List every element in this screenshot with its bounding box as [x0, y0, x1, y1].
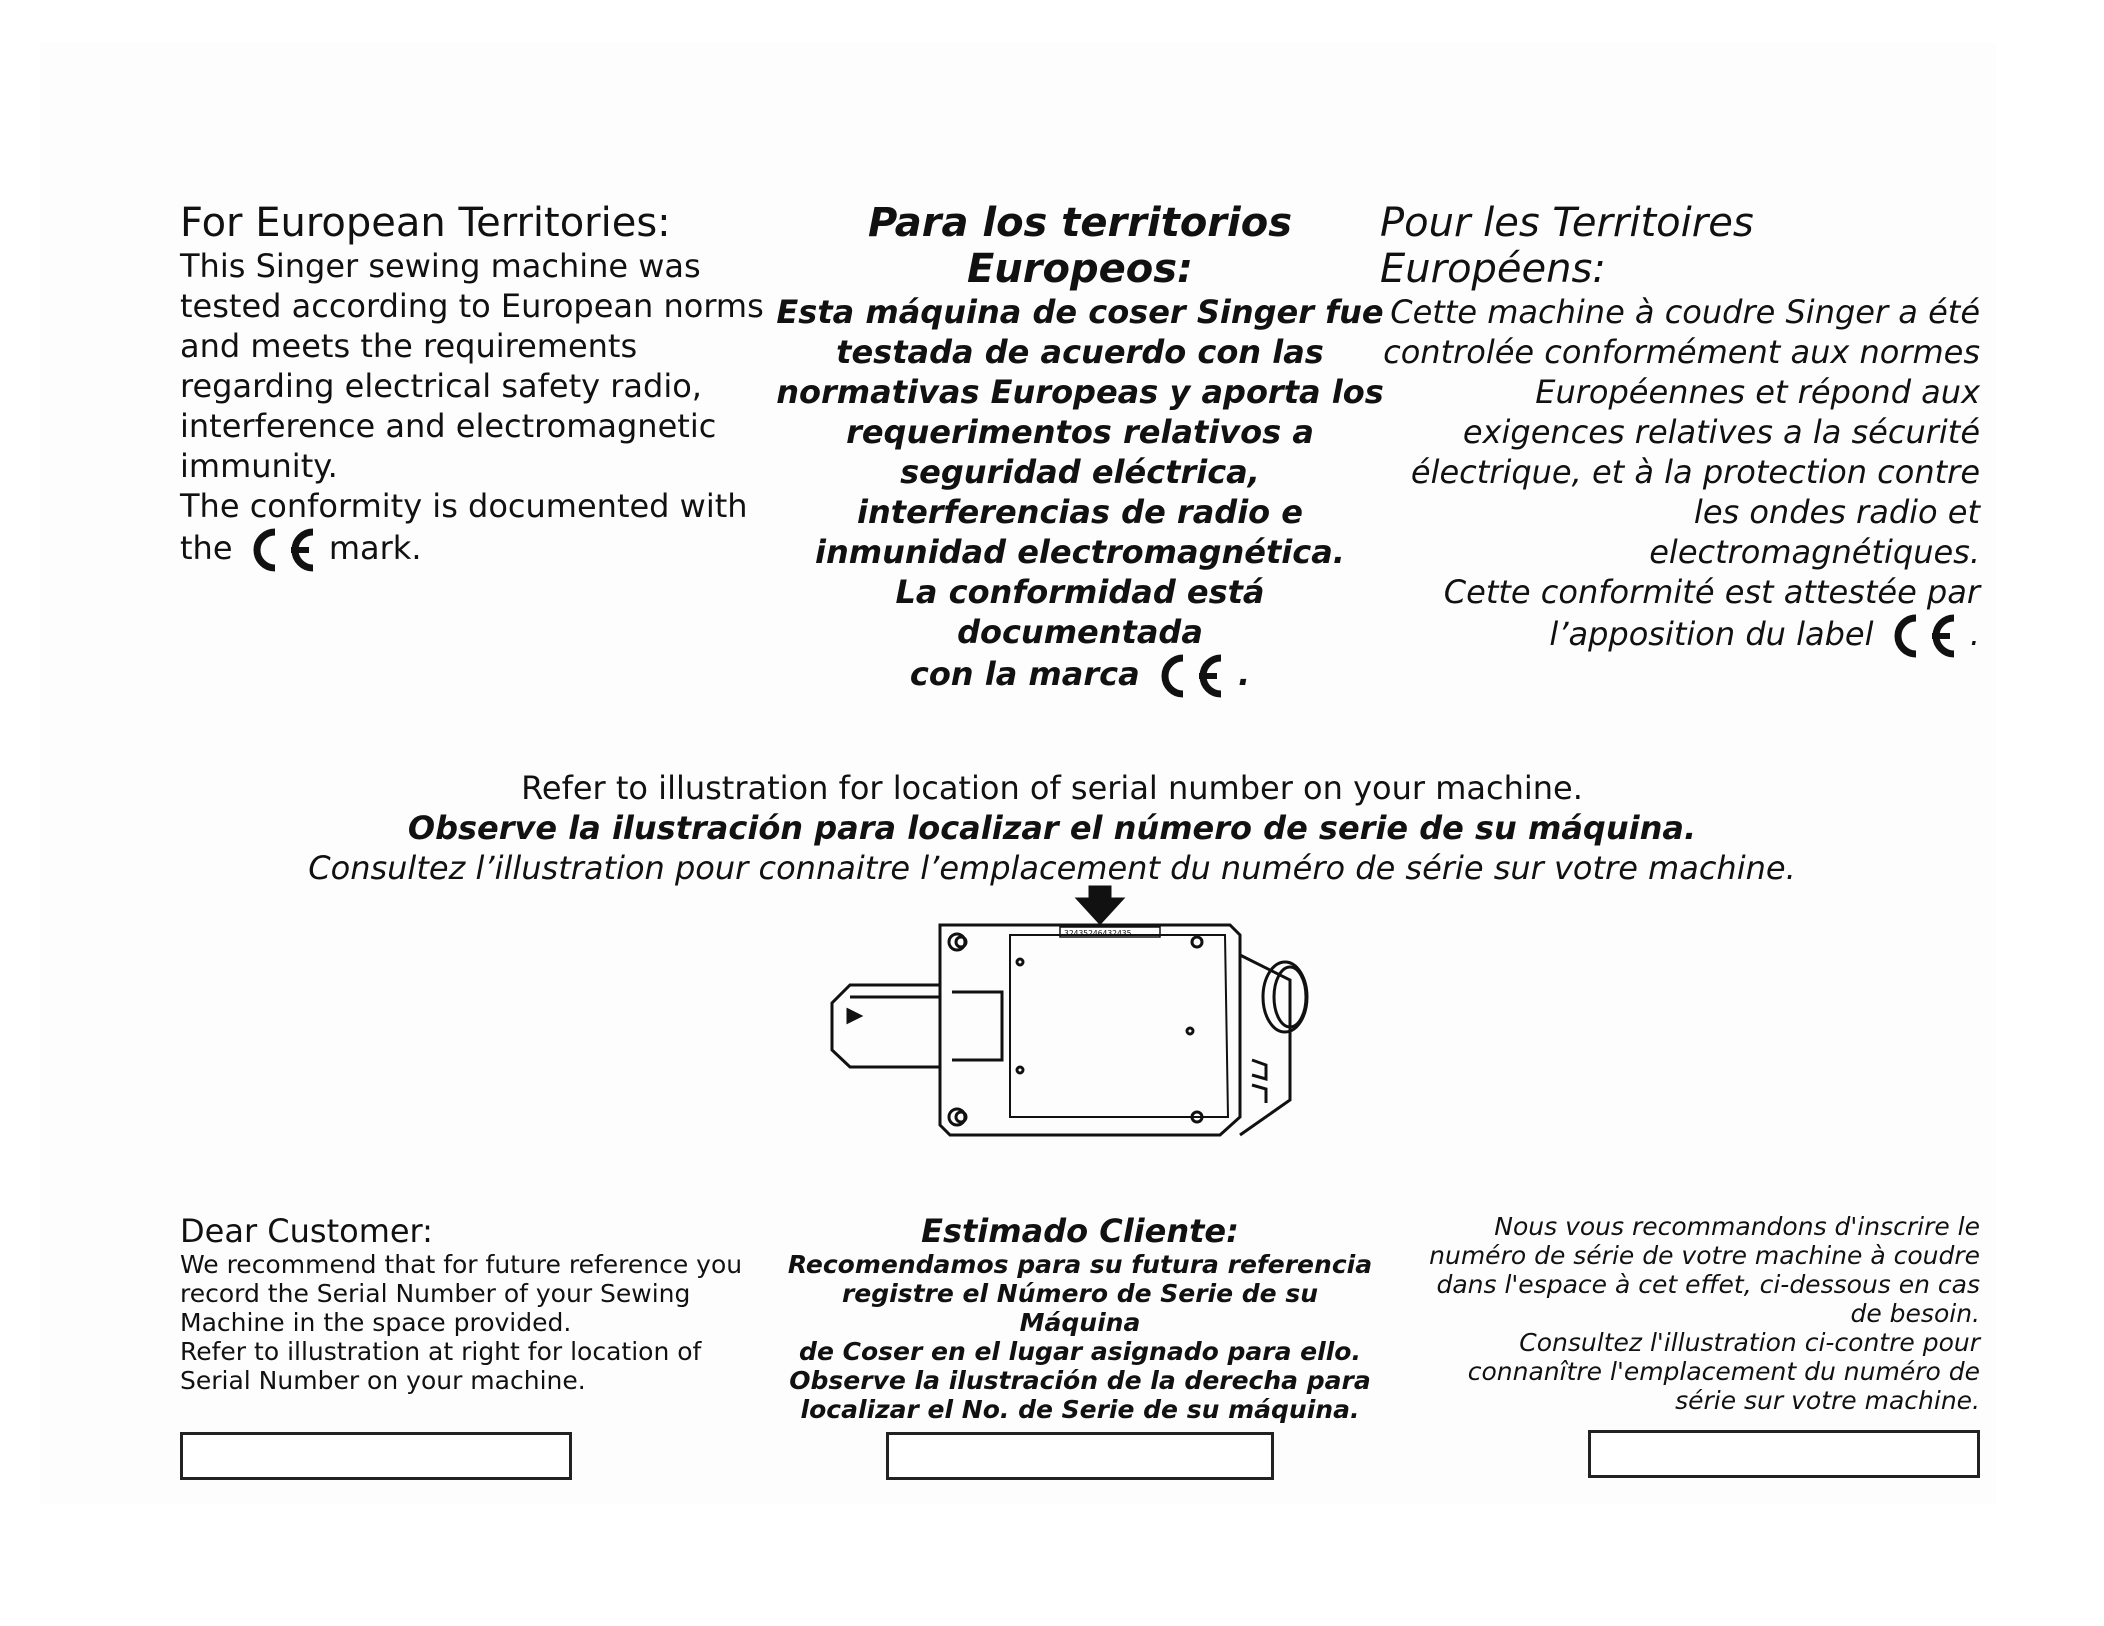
dear-fr-line: de besoin.	[1850, 1299, 1980, 1328]
french-line: Cette machine à coudre Singer a été	[1390, 293, 1980, 331]
dear-en-line: Machine in the space provided.	[180, 1308, 572, 1337]
dear-es-section	[780, 1212, 1380, 1424]
french-mark-suffix: .	[1969, 615, 1980, 653]
dear-es-heading: Estimado Cliente:	[921, 1212, 1239, 1250]
spanish-body	[770, 292, 1390, 700]
english-mark-suffix: mark.	[328, 529, 422, 567]
dear-es-line: Recomendamos para su futura referencia	[787, 1250, 1373, 1279]
dear-fr-line: Nous vous recommandons d'inscrire le	[1494, 1212, 1980, 1241]
english-line: and meets the requirements	[180, 327, 638, 365]
dear-fr-line: numéro de série de votre machine à coudre	[1429, 1241, 1980, 1270]
serial-plate-text: 32435246432435	[1064, 929, 1132, 938]
french-line: exigences relatives a la sécurité	[1462, 413, 1980, 451]
spanish-heading-line: Para los territorios	[867, 200, 1293, 246]
dear-en-heading: Dear Customer:	[180, 1212, 433, 1250]
spanish-line: La conformidad está documentada	[895, 573, 1265, 651]
dear-fr-body	[1380, 1212, 1980, 1415]
dear-fr-section	[1380, 1212, 1980, 1415]
refer-fr: Consultez l’illustration pour connaitre l’emplacement du numéro de série sur votre machine.	[308, 849, 1796, 887]
english-line: tested according to European norms	[180, 287, 764, 325]
dear-es-body	[780, 1250, 1380, 1424]
english-line: interference and electromagnetic	[180, 407, 717, 445]
spanish-line: Esta máquina de coser Singer fue	[776, 293, 1384, 331]
spanish-section	[770, 200, 1390, 700]
spanish-line: seguridad eléctrica,	[900, 453, 1260, 491]
serial-number-box-fr[interactable]	[1588, 1430, 1980, 1478]
spanish-line: normativas Europeas y aporta los	[776, 373, 1384, 411]
spanish-line: testada de acuerdo con las	[836, 333, 1324, 371]
dear-fr-line: Consultez l'illustration ci-contre pour	[1519, 1328, 1980, 1357]
dear-en-body	[180, 1250, 800, 1395]
french-line: Européennes et répond aux	[1535, 373, 1980, 411]
dear-es-line: localizar el No. de Serie de su máquina.	[800, 1395, 1360, 1424]
french-mark-line	[1380, 612, 1980, 660]
dear-en-section	[180, 1212, 800, 1395]
spanish-mark-suffix: .	[1237, 655, 1251, 693]
spanish-heading	[770, 200, 1390, 292]
english-body	[180, 246, 780, 574]
dear-en-line: Serial Number on your machine.	[180, 1366, 586, 1395]
french-line: électrique, et à la protection contre	[1410, 453, 1980, 491]
dear-es-line: de Coser en el lugar asignado para ello.	[799, 1337, 1361, 1366]
ce-mark-icon	[243, 526, 319, 574]
french-body	[1380, 292, 1980, 660]
spanish-line: inmunidad electromagnética.	[815, 533, 1345, 571]
french-line: electromagnétiques.	[1649, 533, 1980, 571]
french-section	[1380, 200, 1980, 660]
english-line: regarding electrical safety radio,	[180, 367, 702, 405]
dear-en-line: Refer to illustration at right for location of	[180, 1337, 702, 1366]
dear-fr-line: connanître l'emplacement du numéro de	[1467, 1357, 1980, 1386]
serial-number-box-es[interactable]	[886, 1432, 1274, 1480]
refer-es: Observe la ilustración para localizar el número de serie de su máquina.	[407, 809, 1697, 847]
refer-en: Refer to illustration for location of serial number on your machine.	[521, 769, 1583, 807]
dear-fr-line: série sur votre machine.	[1675, 1386, 1980, 1415]
dear-en-line: We recommend that for future reference you	[180, 1250, 743, 1279]
spanish-line: requerimentos relativos a	[846, 413, 1314, 451]
english-line: immunity.	[180, 447, 338, 485]
english-line: This Singer sewing machine was	[180, 247, 701, 285]
french-line: les ondes radio et	[1693, 493, 1980, 531]
ce-mark-icon	[1151, 652, 1227, 700]
spanish-mark-line	[770, 652, 1390, 700]
dear-es-line: Observe la ilustración de la derecha para	[789, 1366, 1371, 1395]
spanish-line: interferencias de radio e	[857, 493, 1303, 531]
spanish-heading-line: Europeos:	[966, 246, 1194, 292]
english-heading: For European Territories:	[180, 200, 671, 246]
english-section	[180, 200, 780, 574]
dear-en-line: record the Serial Number of your Sewing	[180, 1279, 691, 1308]
french-line: controlée conformément aux normes	[1383, 333, 1980, 371]
ce-mark-icon	[1884, 612, 1960, 660]
french-mark-prefix: l’apposition du label	[1549, 615, 1874, 653]
french-heading: Pour les Territoires Européens:	[1380, 200, 1754, 292]
dear-fr-line: dans l'espace à cet effet, ci-dessous en cas	[1436, 1270, 1980, 1299]
serial-number-box-en[interactable]	[180, 1432, 572, 1480]
english-mark-prefix: the	[180, 529, 233, 567]
english-mark-line	[180, 526, 780, 574]
dear-es-line: registre el Número de Serie de su Máquina	[841, 1279, 1319, 1337]
english-line: The conformity is documented with	[180, 487, 748, 525]
sewing-machine-bed-icon	[820, 885, 1340, 1145]
spanish-mark-prefix: con la marca	[909, 655, 1140, 693]
french-line: Cette conformité est attestée par	[1443, 573, 1980, 611]
